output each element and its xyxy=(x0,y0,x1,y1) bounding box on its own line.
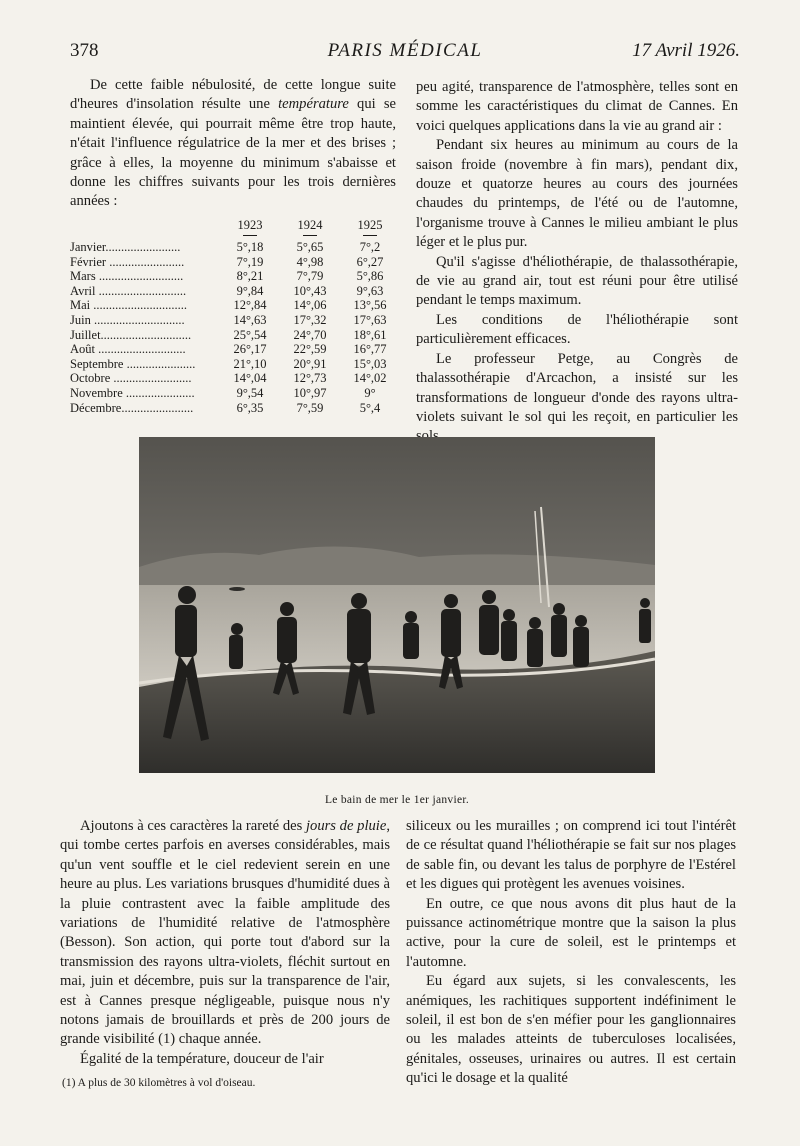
value-cell-1924: 10°,43 xyxy=(293,283,327,298)
value-cell-1925: 14°,02 xyxy=(353,371,387,386)
column-header: 1923 xyxy=(220,218,280,240)
month-cell: Juillet............................. xyxy=(70,327,192,342)
value-cell-1923: 26°,17 xyxy=(233,342,267,357)
value-cell-1924: 24°,70 xyxy=(293,327,327,342)
month-cell: Mars ........................... xyxy=(70,269,184,284)
value-cell-1925: 9° xyxy=(364,385,376,400)
paragraph: Égalité de la température, douceur de l'air xyxy=(80,1050,324,1067)
value-cell-1924: 7°,79 xyxy=(296,269,324,284)
value-cell-1923: 14°,63 xyxy=(233,312,267,327)
value-cell-1925: 18°,61 xyxy=(353,327,387,342)
value-cell-1923: 14°,04 xyxy=(233,371,267,386)
value-cell-1925: 6°,27 xyxy=(356,254,384,269)
value-cell-1923: 7°,19 xyxy=(236,254,264,269)
value-cell-1923: 6°,35 xyxy=(236,400,264,415)
value-cell-1925: 17°,63 xyxy=(353,312,387,327)
value-cell-1925: 9°,63 xyxy=(356,283,384,298)
value-cell-1924: 14°,06 xyxy=(293,298,327,313)
value-cell-1924: 10°,97 xyxy=(293,385,327,400)
paragraph: Ajoutons à ces caractères la rareté des jours de pluie, qui tombe certes parfois en averses considérables, mais qu'un vent souffle et le ciel redevient serein en une heure au plus. Les variations brusques d'humidité dues à la pluie contrastent avec la faible amplitude des variations de l'humidité relative de l'atmosphère (Besson). Son action, qui porte tout d'abord sur la transmission des rayons ultra-violets, fléchit surtout en mai, juin et décembre, puis sur la transparence de l'air, est à Cannes presque négligeable, puisque nous n'y notons jamais de brouillards et près de 200 jours de grande visibilité (1) chaque année. xyxy=(60,818,390,1048)
value-cell-1923: 5°,18 xyxy=(236,240,264,254)
value-cell-1923: 9°,84 xyxy=(236,283,264,298)
month-cell: Juin ............................. xyxy=(70,312,185,327)
month-cell: Février ........................ xyxy=(70,254,185,269)
column-header: 1925 xyxy=(340,218,400,240)
table-row xyxy=(70,284,400,299)
month-cell: Mai .............................. xyxy=(70,298,188,313)
paragraph: De cette faible nébulosité, de cette longue suite d'heures d'insolation résulte une température qui se maintient élevée, qui pourrait même être trop haute, n'était l'influence régulatrice de la mer et des brises ; grâce à elles, la moyenne du minimum s'abaisse et donne les chiffres suivants pour les trois dernières années : xyxy=(70,77,396,210)
column-header: 1924 xyxy=(280,218,340,240)
value-cell-1925: 15°,03 xyxy=(353,356,387,371)
month-cell: Octobre ......................... xyxy=(70,371,192,386)
column-bottom-left xyxy=(60,817,390,1069)
journal-title: PARIS MÉDICAL xyxy=(327,40,483,61)
value-cell-1923: 25°,54 xyxy=(233,327,267,342)
footnote: (1) A plus de 30 kilomètres à vol d'oiseau. xyxy=(62,1077,256,1089)
value-cell-1923: 9°,54 xyxy=(236,385,264,400)
value-cell-1925: 16°,77 xyxy=(353,342,387,357)
table-row xyxy=(70,342,400,357)
temperature-table xyxy=(70,218,400,415)
value-cell-1923: 8°,21 xyxy=(236,269,264,284)
paragraph: peu agité, transparence de l'atmosphère, telles sont en somme les caractéristiques du climat de Cannes. En voici quelques applications dans la vie au grand air : xyxy=(416,79,738,134)
paragraph: siliceux ou les murailles ; on comprend ici tout l'intérêt de ce résultat quand l'héliothérapie se fait sur nos plages de sable fin, ou devant les talus de porphyre de l'Estérel et les digues qui protègent les avenues voisines. xyxy=(406,818,736,893)
value-cell-1925: 7°,2 xyxy=(359,240,381,254)
paragraph: Le professeur Petge, au Congrès de thalassothérapie d'Arcachon, a insisté sur les transformations de longueur d'onde des rayons ultra-violets suivant le sol qui les reçoit, en particulier les xyxy=(416,350,738,425)
beach-bathing-photo xyxy=(139,437,655,773)
paragraph: Qu'il s'agisse d'héliothérapie, de thalassothérapie, de vie au grand air, tout est réuni pour être utilisé pendant le temps maximum. xyxy=(416,253,738,309)
table-row xyxy=(70,386,400,401)
value-cell-1925: 5°,4 xyxy=(359,400,381,415)
table-row xyxy=(70,371,400,386)
value-cell-1924: 20°,91 xyxy=(293,356,327,371)
value-cell-1923: 21°,10 xyxy=(233,356,267,371)
column-top-left xyxy=(70,76,396,212)
paragraph: Eu égard aux sujets, si les convalescents, les anémiques, les rachitiques supportent indéfiniment le soleil, il est bon de s'en méfier pour les ganglionnaires ou les malades atteints de tuberculoses localisées, génitales, osseuses, urinaires ou autres. Il est certain qu'ici le dosage et la qualité xyxy=(406,973,736,1087)
column-top-right xyxy=(416,78,738,447)
value-cell-1924: 22°,59 xyxy=(293,342,327,357)
table-row xyxy=(70,313,400,328)
value-cell-1925: 13°,56 xyxy=(353,298,387,313)
table-row xyxy=(70,357,400,372)
paragraph: Les conditions de l'héliothérapie sont particulièrement efficaces. xyxy=(416,311,738,348)
month-cell: Décembre....................... xyxy=(70,400,194,415)
month-cell: Janvier........................ xyxy=(70,240,181,254)
photo-caption: Le bain de mer le 1er janvier. xyxy=(324,794,470,806)
month-cell: Août ............................ xyxy=(70,342,186,357)
table-header-row xyxy=(70,218,400,240)
month-cell: Septembre ...................... xyxy=(70,356,196,371)
value-cell-1924: 7°,59 xyxy=(296,400,324,415)
value-cell-1924: 4°,98 xyxy=(296,254,324,269)
running-head xyxy=(70,40,740,68)
table-row xyxy=(70,269,400,284)
value-cell-1924: 5°,65 xyxy=(296,240,324,254)
page-number: 378 xyxy=(70,40,99,61)
value-cell-1923: 12°,84 xyxy=(233,298,267,313)
month-cell: Novembre ...................... xyxy=(70,385,195,400)
table-row xyxy=(70,401,400,416)
table-row xyxy=(70,255,400,270)
issue-date: 17 Avril 1926. xyxy=(632,40,740,61)
month-cell: Avril ............................ xyxy=(70,283,187,298)
value-cell-1924: 12°,73 xyxy=(293,371,327,386)
table-row xyxy=(70,298,400,313)
paragraph: En outre, ce que nous avons dit plus haut de la puissance actinométrique montre que la saison la plus active, pour la cure de soleil, est le printemps et l'automne. xyxy=(406,895,736,970)
table-row xyxy=(70,328,400,343)
table-row xyxy=(70,240,400,255)
column-bottom-right xyxy=(406,817,736,1089)
beach-photograph xyxy=(139,437,655,773)
paragraph: Pendant six heures au minimum au cours de la saison froide (novembre à fin mars), pendant dix, douze et quatorze heures au cours des journées chaudes du printemps, de l'été ou de l'automne, l'organisme trouve à Cannes le milieu ambiant le plus léger et le plus pur. xyxy=(416,137,738,251)
value-cell-1925: 5°,86 xyxy=(356,269,384,284)
value-cell-1924: 17°,32 xyxy=(293,312,327,327)
